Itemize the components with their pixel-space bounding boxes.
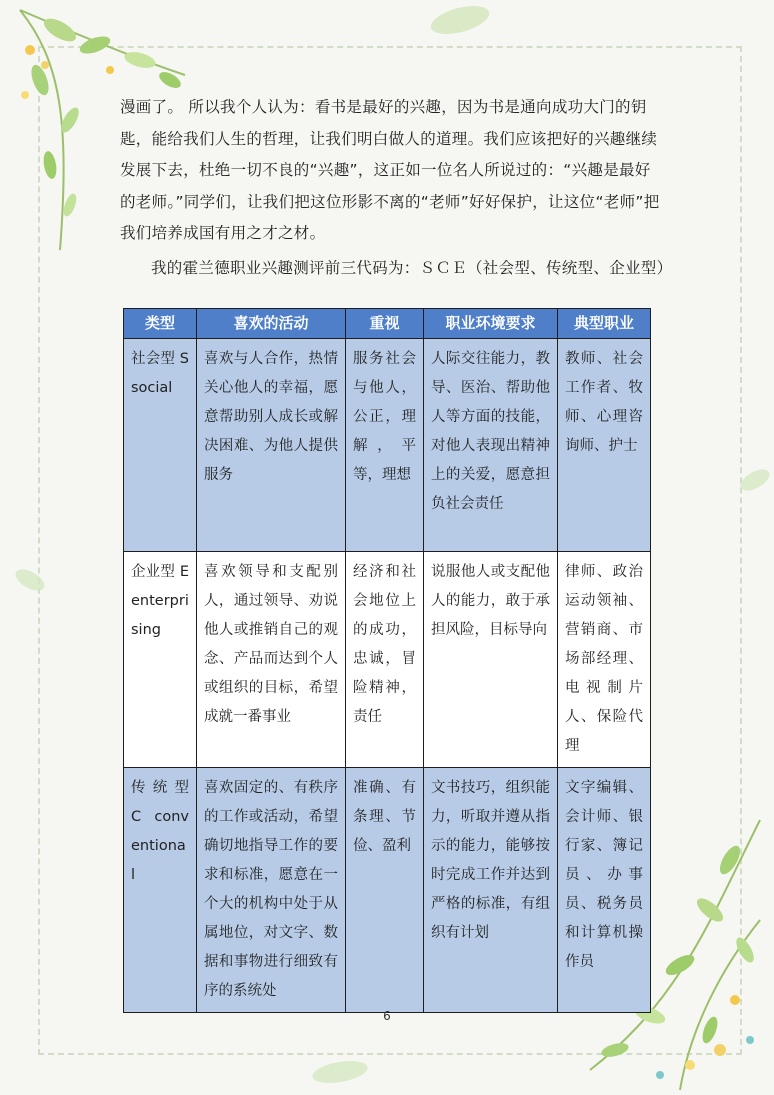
leaf-decoration-left [10,560,50,600]
leaf-decoration-bottom [300,1050,380,1095]
cell-environment: 人际交往能力，教导、医治、帮助他人等方面的技能，对他人表现出精神上的关爱，愿意担负社会责任 [424,339,558,552]
cell-jobs: 律师、政治运动领袖、营销商、市场部经理、电视制片人、保险代理 [558,552,651,768]
header-environment: 职业环境要求 [424,309,558,339]
header-jobs: 典型职业 [558,309,651,339]
cell-type: 社会型 S social [124,339,197,552]
leaf-decoration-top [420,0,540,60]
cell-environment: 文书技巧，组织能力，听取并遵从指示的能力，能够按时完成工作并达到严格的标准，有组织有计划 [424,768,558,1013]
cell-value: 准确、有条理、节俭、盈利 [346,768,424,1013]
holland-types-table [123,308,651,1013]
cell-activity: 喜欢固定的、有秩序的工作或活动，希望确切地指导工作的要求和标准，愿意在一个大的机构中处于从属地位，对文字、数据和事物进行细致有序的系统处 [197,768,346,1013]
table-row-enterprising [124,552,651,768]
cell-type: 企业型 E enterprising [124,552,197,768]
header-type: 类型 [124,309,197,339]
holland-code-text: 我的霍兰德职业兴趣测评前三代码为：ＳＣＥ（社会型、传统型、企业型） [151,259,673,277]
page-number: 6 [383,1009,391,1023]
table-header-row [124,309,651,339]
header-activity: 喜欢的活动 [197,309,346,339]
header-value: 重视 [346,309,424,339]
leaf-decoration-right [735,460,774,500]
cell-activity: 喜欢与人合作，热情关心他人的幸福，愿意帮助别人成长或解决困难、为他人提供服务 [197,339,346,552]
table-row-social [124,339,651,552]
cell-value: 经济和社会地位上的成功，忠诚，冒险精神，责任 [346,552,424,768]
cell-type: 传统型 C conventional [124,768,197,1013]
holland-code-paragraph [120,253,673,285]
cell-jobs: 教师、社会工作者、牧师、心理咨询师、护士 [558,339,651,552]
intro-text: 漫画了。 所以我个人认为：看书是最好的兴趣，因为书是通向成功大门的钥匙，能给我们人生的哲理，让我们明白做人的道理。我们应该把好的兴趣继续发展下去，杜绝一切不良的“兴趣”，这正如一位名人所说过的：“兴趣是最好的老师。”同学们，让我们把这位形影不离的“老师”好好保护，让这位“老师”把我们培养成国有用之才之材。 [120,98,660,242]
cell-jobs: 文字编辑、会计师、银行家、簿记员、办事员、税务员和计算机操作员 [558,768,651,1013]
cell-activity: 喜欢领导和支配别人，通过领导、劝说他人或推销自己的观念、产品而达到个人或组织的目标，希望成就一番事业 [197,552,346,768]
cell-environment: 说服他人或支配他人的能力，敢于承担风险，目标导向 [424,552,558,768]
table-row-conventional [124,768,651,1013]
cell-value: 服务社会与他人，公正，理解，平等，理想 [346,339,424,552]
intro-paragraph [120,92,665,250]
